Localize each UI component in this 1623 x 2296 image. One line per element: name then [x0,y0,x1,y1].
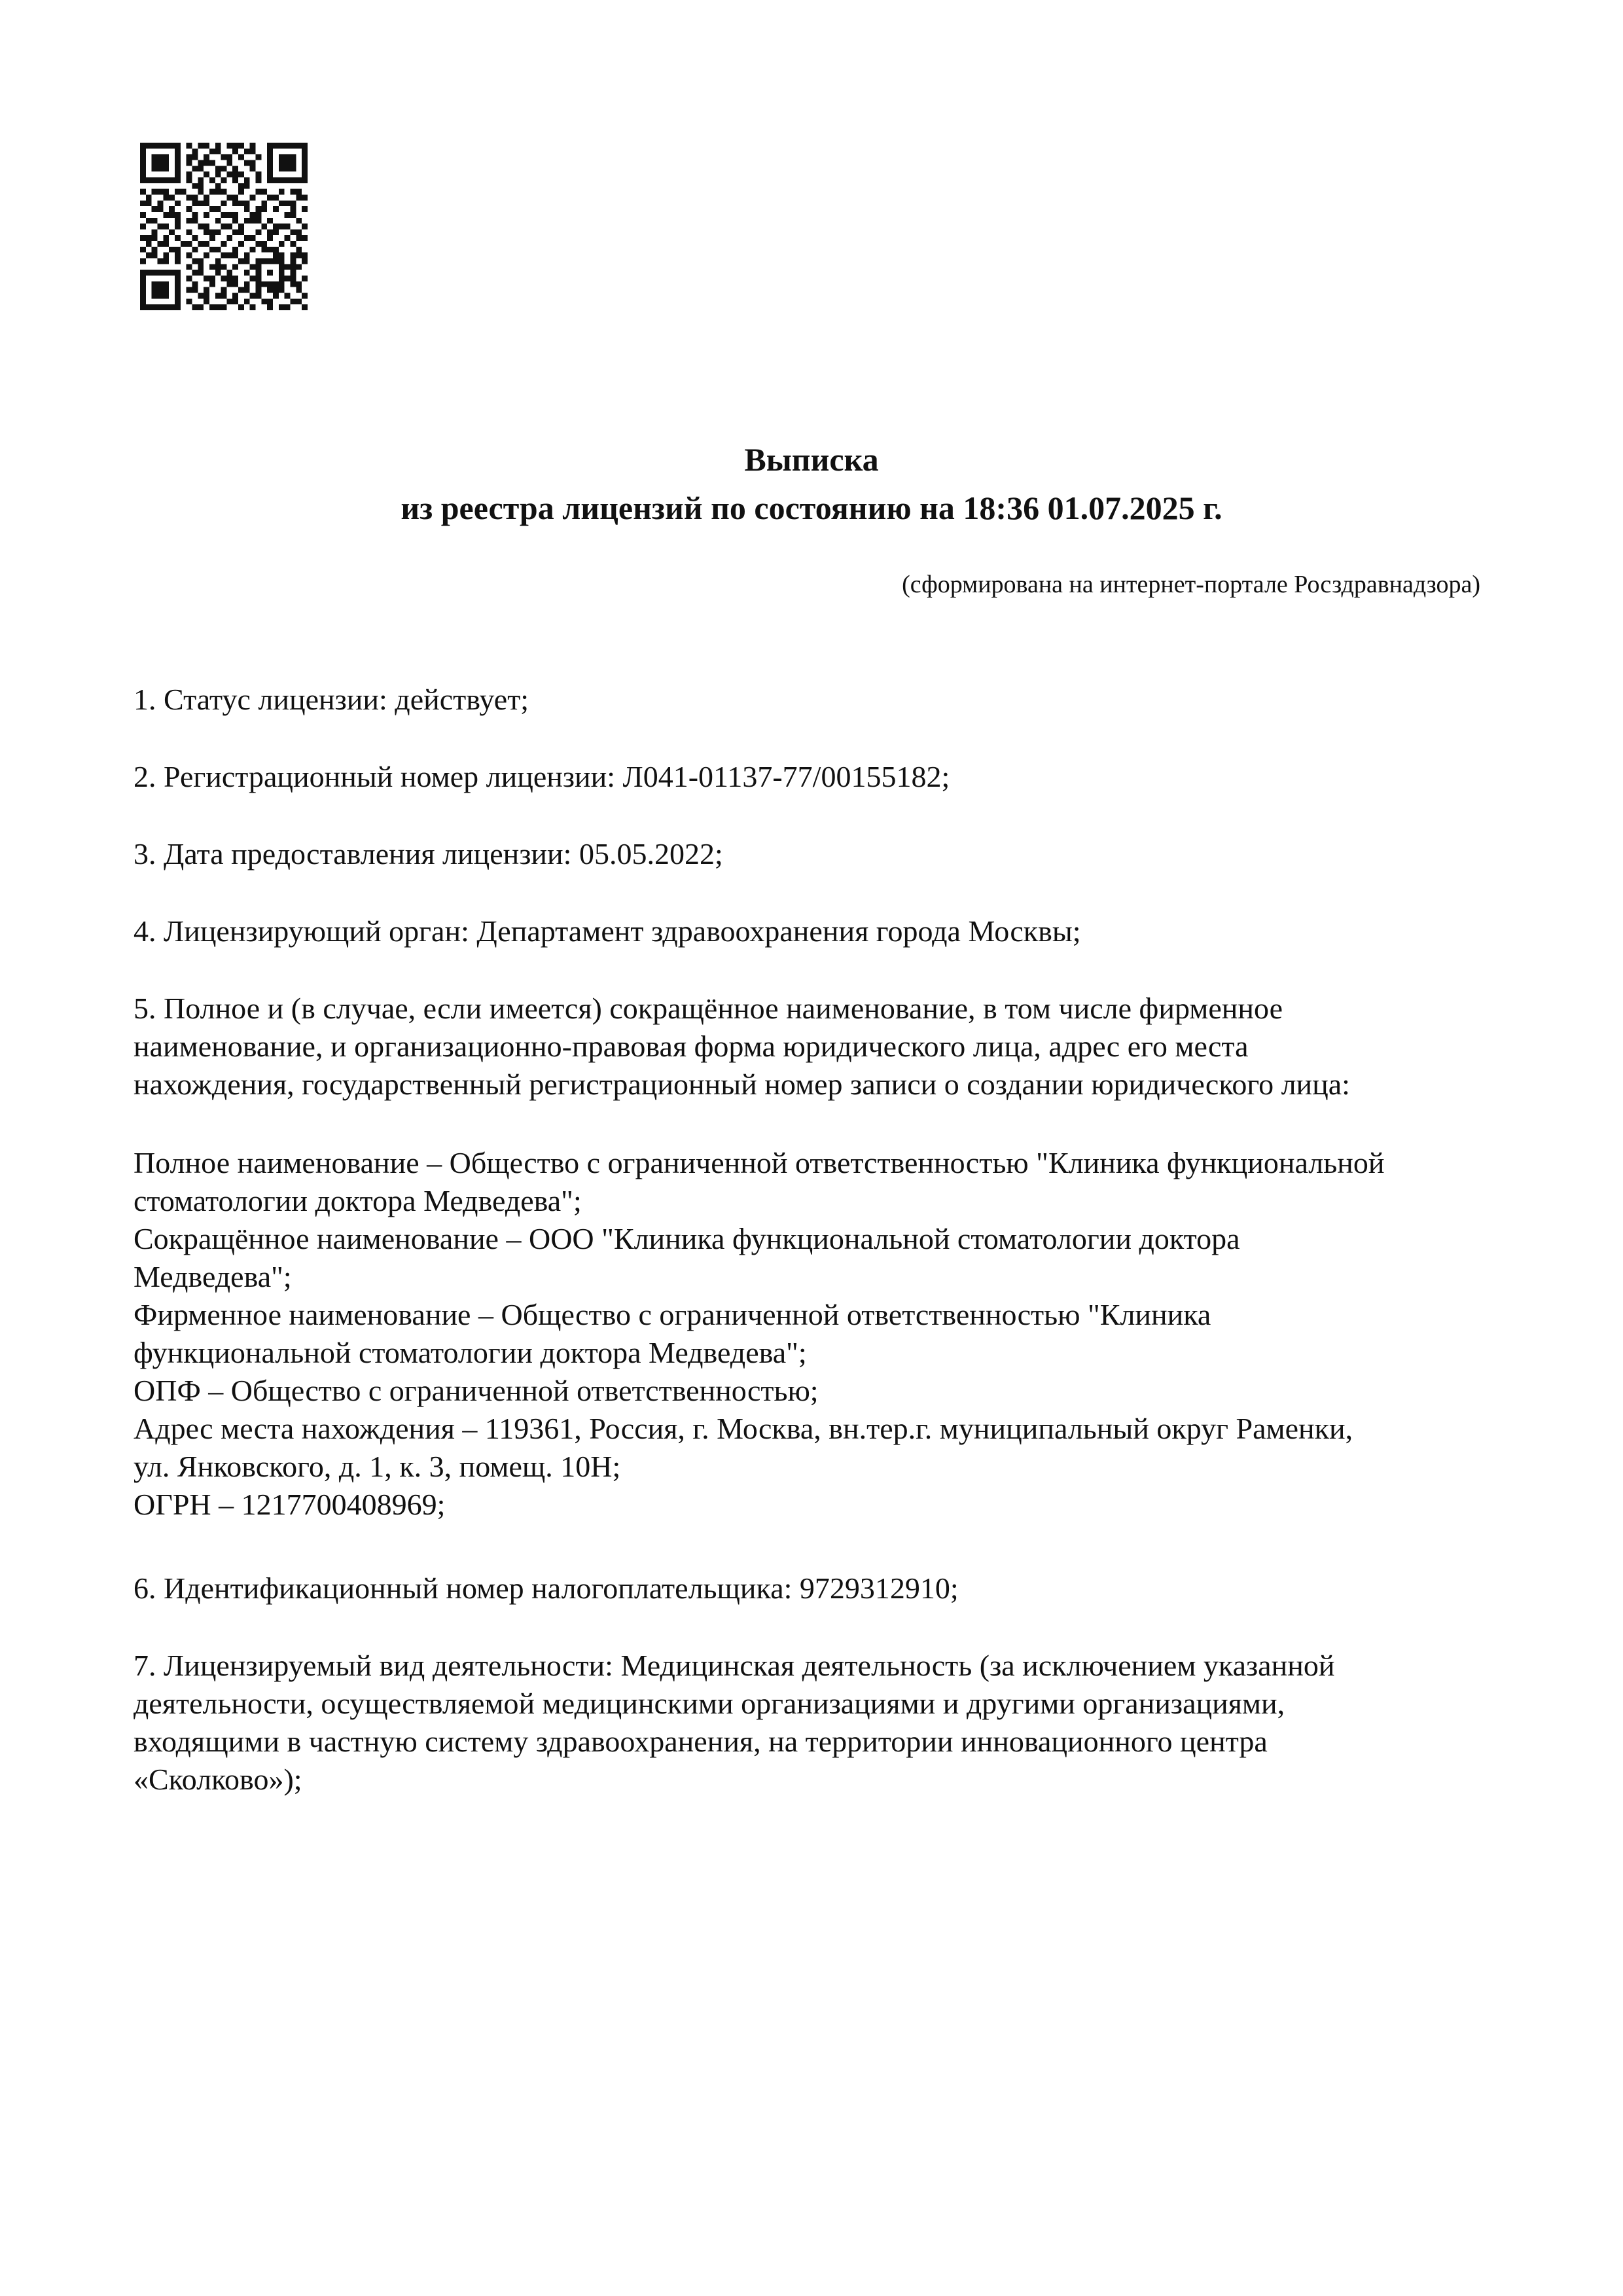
item-legal-entity-line: наименование, и организационно-правовая форма юридического лица, адрес его места [134,1030,1249,1063]
brand-name-line: Фирменное наименование – Общество с ограниченной ответственностью "Клиника [134,1298,1211,1331]
item-inn: 6. Идентификационный номер налогоплательщика: 9729312910; [134,1571,959,1605]
activity-type-line: входящими в частную систему здравоохранения, на территории инновационного центра [134,1725,1268,1758]
activity-type-line: 7. Лицензируемый вид деятельности: Медицинская деятельность (за исключением указанной [134,1649,1335,1682]
document-title: Выписка [744,441,879,478]
item-legal-entity-line: 5. Полное и (в случае, если имеется) сокращённое наименование, в том числе фирменное [134,992,1283,1025]
ogrn-line: ОГРН – 1217700408969; [134,1488,446,1521]
activity-type-line: деятельности, осуществляемой медицинскими организациями и другими организациями, [134,1687,1285,1720]
portal-note: (сформирована на интернет-портале Росздравнадзора) [902,571,1480,598]
item-licensing-authority: 4. Лицензирующий орган: Департамент здравоохранения города Москвы; [134,914,1081,948]
item-legal-entity-heading [134,990,1495,1103]
item-registration-number: 2. Регистрационный номер лицензии: Л041-01137-77/00155182; [134,760,950,793]
short-name-line: Сокращённое наименование – ООО "Клиника функциональной стоматологии доктора [134,1222,1240,1255]
activity-type-line: «Сколково»); [134,1763,302,1796]
address-line: Адрес места нахождения – 119361, Россия, г. Москва, вн.тер.г. муниципальный округ Раменки, [134,1412,1353,1445]
qr-code-icon [140,143,308,310]
brand-name-line: функциональной стоматологии доктора Медведева"; [134,1336,807,1369]
document-subtitle: из реестра лицензий по состоянию на 18:36 01.07.2025 г. [401,490,1222,526]
legal-entity-details [134,1144,1495,1524]
legal-form-line: ОПФ – Общество с ограниченной ответственностью; [134,1374,819,1407]
item-legal-entity-line: нахождения, государственный регистрационный номер записи о создании юридического лица: [134,1067,1350,1101]
address-line: ул. Янковского, д. 1, к. 3, помещ. 10Н; [134,1450,621,1483]
full-name-line: Полное наименование – Общество с ограниченной ответственностью "Клиника функциональной [134,1146,1385,1179]
full-name-line: стоматологии доктора Медведева"; [134,1184,582,1217]
item-activity-type [134,1647,1495,1799]
item-license-date: 3. Дата предоставления лицензии: 05.05.2022; [134,837,723,870]
short-name-line: Медведева"; [134,1260,292,1293]
item-license-status: 1. Статус лицензии: действует; [134,683,529,716]
